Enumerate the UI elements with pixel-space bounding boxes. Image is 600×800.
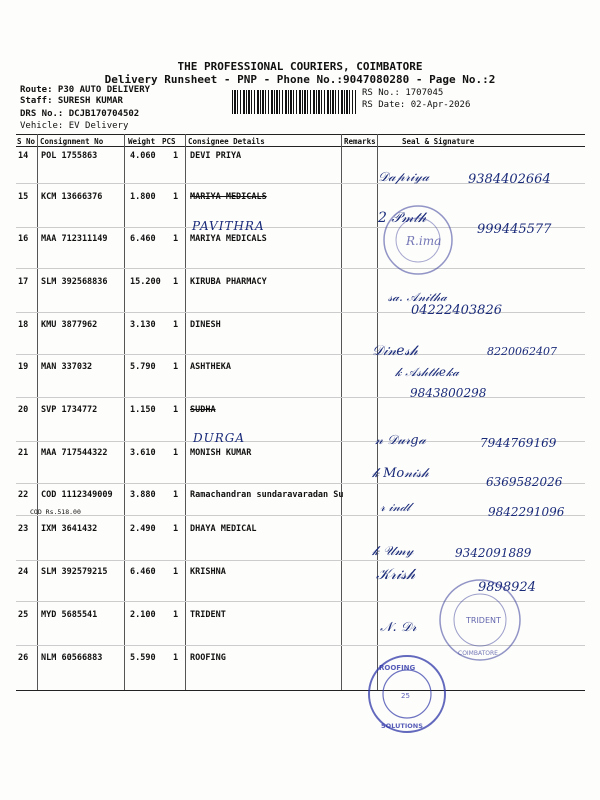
row-pcs: 1 <box>173 524 179 534</box>
row-pcs: 1 <box>173 490 179 500</box>
row-sno: 23 <box>18 524 29 534</box>
signature-scribble: 𝓃 𝒟𝓊𝓇𝑔𝒶 <box>375 433 426 448</box>
handwritten-name: PAVITHRA <box>192 219 265 233</box>
col-header-signature: Seal & Signature <box>402 137 475 146</box>
row-pcs: 1 <box>173 362 179 372</box>
row-pcs: 1 <box>173 610 179 620</box>
svg-text:25: 25 <box>401 692 410 700</box>
row-pcs: 1 <box>173 567 179 577</box>
row-weight: 4.060 <box>130 151 156 161</box>
signature-scribble: 𝓇 𝒾𝓃𝒹𝓁 <box>380 500 411 514</box>
handwritten-phone: 9842291096 <box>488 505 565 519</box>
row-weight: 6.460 <box>130 234 156 244</box>
row-consignment: KCM 13666376 <box>41 192 103 202</box>
company-seal-stamp <box>368 200 468 280</box>
row-consignee: MARIYA MEDICALS <box>190 192 267 202</box>
svg-text:SOLUTIONS: SOLUTIONS <box>381 722 423 730</box>
row-weight: 6.460 <box>130 567 156 577</box>
row-consignee: Ramachandran sundaravaradan Su <box>190 490 344 500</box>
signature-scribble: 𝒦𝓇𝒾𝓈𝒽 <box>376 565 416 583</box>
row-consignment: MAN 337032 <box>41 362 93 372</box>
rs-number: RS No.: 1707045 <box>362 88 444 98</box>
column-divider <box>124 134 125 690</box>
stamp-text: TRIDENT <box>466 616 501 625</box>
staff-text: Staff: SURESH KUMAR <box>20 96 123 106</box>
handwritten-phone: 8220062407 <box>487 345 557 358</box>
row-weight: 2.490 <box>130 524 156 534</box>
row-weight: 1.150 <box>130 405 156 415</box>
handwritten-phone: 999445577 <box>477 222 552 237</box>
row-consignment: COD 1112349009 <box>41 490 113 500</box>
handwritten-phone: 6369582026 <box>486 475 563 489</box>
table-bottom-rule <box>16 690 585 691</box>
row-sno: 14 <box>18 151 29 161</box>
row-consignee: DEVI PRIYA <box>190 151 242 161</box>
row-consignee: KRISHNA <box>190 567 226 577</box>
row-weight: 15.200 <box>130 277 161 287</box>
roofing-seal-stamp <box>365 652 449 736</box>
signature-scribble: 2 𝒫𝓂𝓉𝒽 <box>378 210 427 226</box>
col-header-consignee: Consignee Details <box>188 137 265 146</box>
row-consignment: MYD 5685541 <box>41 610 98 620</box>
row-consignee: KIRUBA PHARMACY <box>190 277 267 287</box>
row-sno: 18 <box>18 320 29 330</box>
row-weight: 5.790 <box>130 362 156 372</box>
row-consignment: NLM 60566883 <box>41 653 103 663</box>
company-title: THE PROFESSIONAL COURIERS, COIMBATORE <box>177 60 423 73</box>
row-sno: 21 <box>18 448 29 458</box>
handwritten-phone: 9384402664 <box>468 172 551 187</box>
row-sno: 24 <box>18 567 29 577</box>
rs-date: RS Date: 02-Apr-2026 <box>362 100 471 110</box>
handwritten-phone: 7944769169 <box>480 436 557 450</box>
handwritten-phone: 9342091889 <box>455 546 532 560</box>
row-consignee: DINESH <box>190 320 221 330</box>
handwritten-phone: 9898924 <box>478 580 536 595</box>
stamp-text: COIMBATORE <box>458 650 498 657</box>
row-weight: 1.800 <box>130 192 156 202</box>
signature-scribble: 𝒩. 𝒟𝓇 <box>380 620 417 635</box>
row-pcs: 1 <box>173 320 179 330</box>
vehicle-text: Vehicle: EV Delivery <box>20 121 129 131</box>
row-consignee: DHAYA MEDICAL <box>190 524 257 534</box>
row-consignee: SUDHA <box>190 405 216 415</box>
col-header-sno: S No <box>17 137 36 146</box>
signature-scribble: 𝓀 𝒰𝓂𝓎 <box>372 544 414 559</box>
barcode-image <box>232 90 356 114</box>
row-consignee: MARIYA MEDICALS <box>190 234 267 244</box>
row-consignee: ASHTHEKA <box>190 362 231 372</box>
row-sno: 17 <box>18 277 29 287</box>
column-divider <box>341 134 342 690</box>
row-consignment: SLM 392568836 <box>41 277 108 287</box>
row-consignment: MAA 717544322 <box>41 448 108 458</box>
col-header-weight: Weight <box>128 137 156 146</box>
signature-scribble: 𝓀 𝑀𝑜𝓃𝒾𝓈𝒽 <box>372 466 429 481</box>
col-header-remarks: Remarks <box>344 137 376 146</box>
signature-scribble: 𝓈𝒶. 𝒜𝓃𝒾𝓉𝒽𝒶 <box>388 290 447 304</box>
row-weight: 5.590 <box>130 653 156 663</box>
signature-scribble: 𝓀 𝒜𝓈𝒽𝓉𝒽𝑒𝓀𝒶 <box>395 365 460 379</box>
handwritten-name: DURGA <box>193 431 246 445</box>
column-divider <box>37 134 38 690</box>
row-weight: 3.130 <box>130 320 156 330</box>
row-sno: 26 <box>18 653 29 663</box>
handwritten-phone: 04222403826 <box>411 303 502 318</box>
row-consignment: SVP 1734772 <box>41 405 98 415</box>
row-consignee: TRIDENT <box>190 610 226 620</box>
row-consignee: MONISH KUMAR <box>190 448 252 458</box>
drs-number: DRS No.: DCJB170704502 <box>20 109 140 119</box>
row-weight: 2.100 <box>130 610 156 620</box>
row-pcs: 1 <box>173 448 179 458</box>
svg-text:ROOFING: ROOFING <box>379 664 416 672</box>
col-header-consignment: Consignment No <box>40 137 104 146</box>
table-top-rule <box>16 134 585 135</box>
col-header-pcs: PCS <box>162 137 176 146</box>
cod-amount: COD Rs.518.00 <box>30 508 81 516</box>
row-consignment: POL 1755863 <box>41 151 98 161</box>
svg-text:R.ima: R.ima <box>406 234 442 248</box>
handwritten-phone: 9843800298 <box>410 386 487 400</box>
row-pcs: 1 <box>173 151 179 161</box>
row-sno: 19 <box>18 362 29 372</box>
row-sno: 15 <box>18 192 29 202</box>
row-consignment: IXM 3641432 <box>41 524 98 534</box>
row-sno: 22 <box>18 490 29 500</box>
row-consignee: ROOFING <box>190 653 226 663</box>
row-pcs: 1 <box>173 653 179 663</box>
column-divider <box>185 134 186 690</box>
route-text: Route: P30 AUTO DELIVERY <box>20 85 151 95</box>
row-sno: 25 <box>18 610 29 620</box>
row-pcs: 1 <box>173 277 179 287</box>
row-consignment: SLM 392579215 <box>41 567 108 577</box>
row-sno: 20 <box>18 405 29 415</box>
row-weight: 3.880 <box>130 490 156 500</box>
row-weight: 3.610 <box>130 448 156 458</box>
row-pcs: 1 <box>173 192 179 202</box>
signature-scribble: 𝒟𝒶𝓅𝓇𝒾𝓎𝒶 <box>378 170 430 185</box>
row-pcs: 1 <box>173 405 179 415</box>
row-consignment: KMU 3877962 <box>41 320 98 330</box>
row-pcs: 1 <box>173 234 179 244</box>
row-consignment: MAA 712311149 <box>41 234 108 244</box>
runsheet-subtitle: Delivery Runsheet - PNP - Phone No.:9047080280 - Page No.:2 <box>104 73 496 86</box>
signature-scribble: 𝒟𝒾𝓃𝑒𝓈𝒽 <box>372 343 418 359</box>
table-header-rule <box>16 146 585 147</box>
row-sno: 16 <box>18 234 29 244</box>
